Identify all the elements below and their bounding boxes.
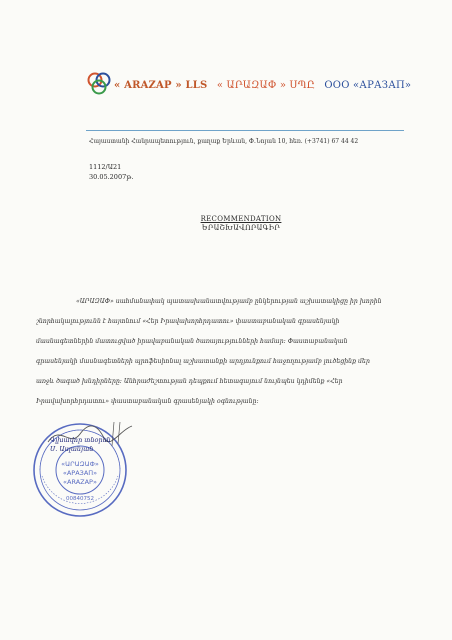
letterhead xyxy=(86,70,416,110)
brand-name-en: « ARAZAP » LLS xyxy=(114,80,208,91)
company-logo-icon xyxy=(86,70,112,96)
document-title-en: RECOMMENDATION xyxy=(200,215,282,223)
signatory-name: Ս. Ասլանյան xyxy=(50,445,94,453)
body-line: առջև ծագած խնդիրները: Անհրաժեշտության դեպքում հետագայում նույնպես կդիմենք «Հեր xyxy=(36,378,343,385)
signatory-title: Գլխավոր տնօրեն xyxy=(50,436,111,444)
seal-text-en: «ARAZAP» xyxy=(63,478,97,486)
body-line: Իրավախորհրդատու» փաստաբանական գրասենյակի օգնությանը: xyxy=(36,398,259,405)
company-address: Հայաստանի Հանրապետություն, քաղաք Երևան, Փ.Նոյան 10, հեռ. (+3741) 67 44 42 xyxy=(89,138,359,145)
body-line: «ԱՐԱԶԱՓ» սահմանափակ պատասխանատվությամբ ընկերության աշխատակիցը իր խորին xyxy=(76,298,382,305)
reference-date: 30.05.2007թ. xyxy=(89,173,134,181)
reference-number: 1112/Ա21 xyxy=(89,163,122,171)
brand-name-hy: « ԱՐԱԶԱՓ » ՍՊԸ xyxy=(216,80,316,91)
document-title-hy: ԵՐԱՇԽԱՎՈՐԱԳԻՐ xyxy=(201,224,281,232)
seal-text-hy: «ԱՐԱԶԱՓ» xyxy=(61,460,99,468)
body-line: շնորհակալությունն է հայտնում «Հեր Իրավախորհրդատու» փաստաբանական գրասենյակի xyxy=(36,318,340,325)
seal-text-ru: «АРАЗАП» xyxy=(62,469,98,477)
letter-body xyxy=(36,292,414,412)
brand-name-ru: ООО «АРАЗАП» xyxy=(324,80,412,91)
body-line: գրասենյակի մասնագետների պրոֆեսիոնալ աշխատանքի արդյունքում հաջողությամբ լուծեցինք մեր xyxy=(36,358,370,365)
brand-line xyxy=(114,80,411,91)
header-divider xyxy=(86,130,404,131)
body-line: մասնագետներին մատուցված իրավաբանական ծառայությունների համար: Փաստաբանական xyxy=(36,338,348,345)
seal-number: 00840752 xyxy=(66,496,94,502)
